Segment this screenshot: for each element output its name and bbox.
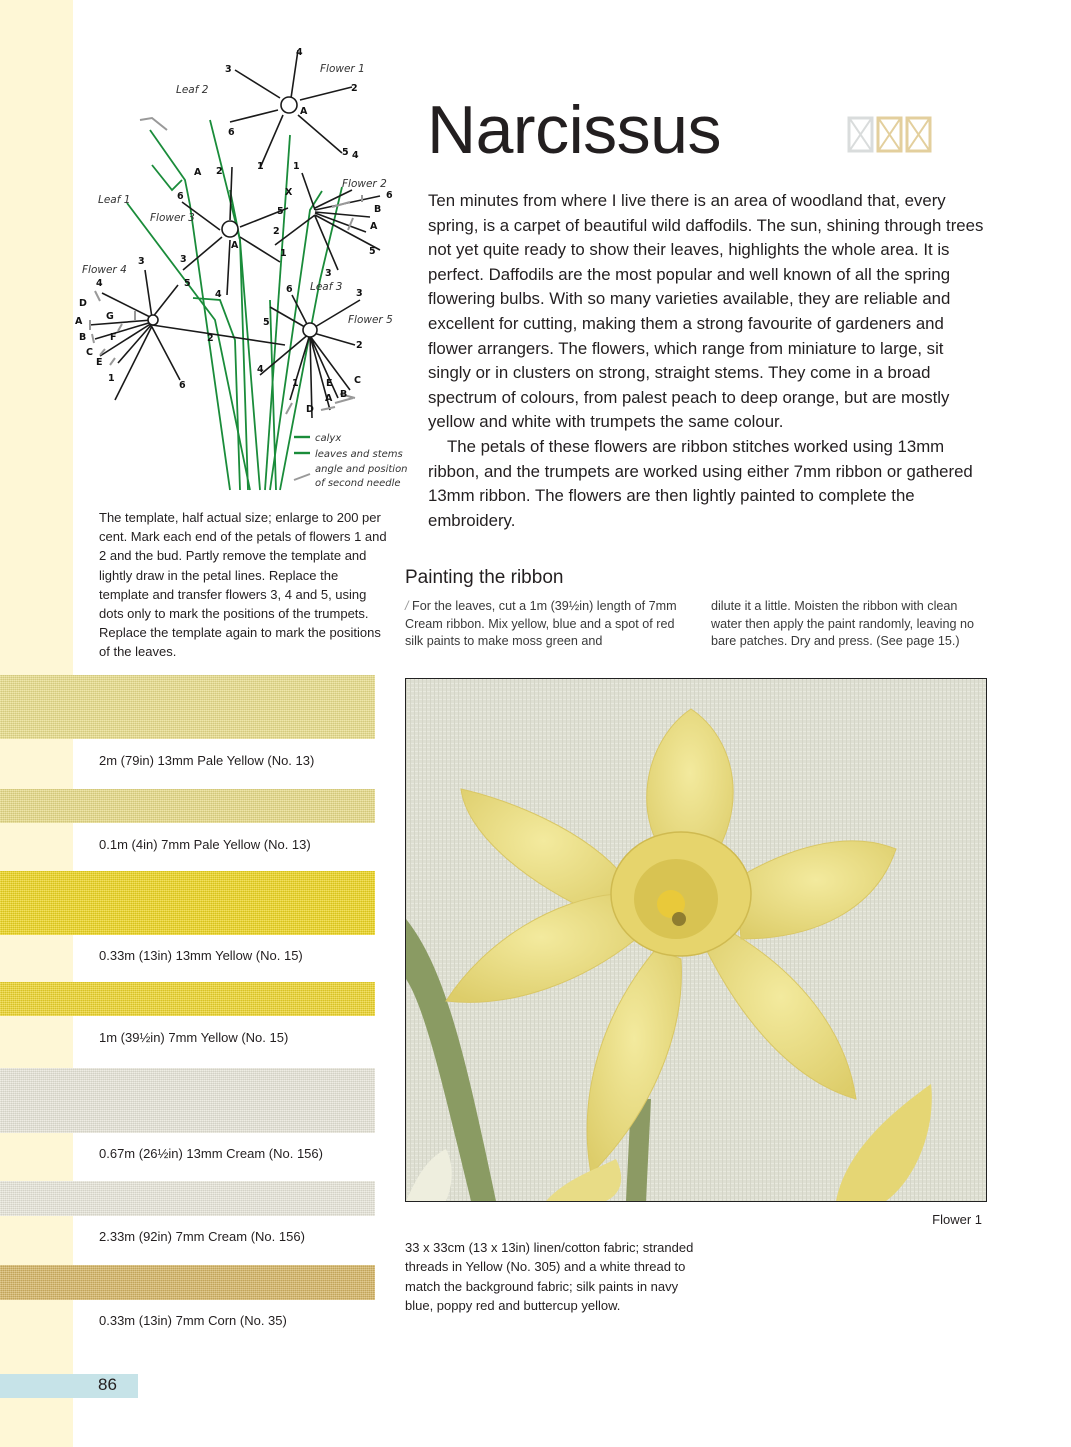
trumpet bbox=[611, 832, 751, 956]
flower-4-label: Flower 4 bbox=[82, 264, 127, 276]
svg-text:6: 6 bbox=[386, 190, 393, 201]
svg-text:2: 2 bbox=[216, 166, 223, 177]
template-diagram-svg bbox=[70, 40, 410, 500]
page-title: Narcissus bbox=[427, 92, 721, 168]
svg-text:6: 6 bbox=[286, 284, 293, 295]
leaf-1-label: Leaf 1 bbox=[98, 194, 131, 206]
page-number: 86 bbox=[98, 1375, 117, 1394]
painting-column-1 bbox=[405, 598, 685, 651]
flower-photo-illustration bbox=[406, 679, 986, 1201]
ribbon-swatch bbox=[0, 789, 375, 823]
needle-marks bbox=[90, 118, 362, 480]
svg-text:5: 5 bbox=[263, 317, 270, 328]
ribbon-label: 2m (79in) 13mm Pale Yellow (No. 13) bbox=[99, 753, 315, 768]
svg-text:2: 2 bbox=[207, 333, 214, 344]
svg-text:2: 2 bbox=[351, 83, 358, 94]
svg-text:C: C bbox=[86, 347, 93, 358]
svg-text:4: 4 bbox=[215, 289, 222, 300]
ribbon-label: 1m (39½in) 7mm Yellow (No. 15) bbox=[99, 1030, 289, 1045]
flower-3-label: Flower 3 bbox=[150, 212, 195, 224]
svg-text:X: X bbox=[285, 187, 293, 198]
svg-text:3: 3 bbox=[138, 256, 145, 267]
svg-text:6: 6 bbox=[177, 191, 184, 202]
template-caption: The template, half actual size; enlarge to 200 per cent. Mark each end of the petals of flowers 1 and 2 and the bud. Partly remove the template and lightly draw in the petal lines. Replace the template and transfer flowers 3, 4 and 5, using dots only to mark the positions of the trumpets. Replace the template again to mark the positions of the leaves. bbox=[99, 510, 387, 660]
svg-text:2: 2 bbox=[356, 340, 363, 351]
ribbon-swatch bbox=[0, 871, 375, 935]
svg-text:B: B bbox=[79, 332, 87, 343]
svg-text:5: 5 bbox=[342, 147, 349, 158]
svg-text:4: 4 bbox=[296, 47, 303, 58]
leaves-and-stems bbox=[127, 120, 342, 490]
flower-4-petals bbox=[89, 270, 285, 400]
svg-text:1: 1 bbox=[257, 161, 264, 172]
svg-text:B: B bbox=[374, 204, 382, 215]
svg-text:1: 1 bbox=[293, 161, 300, 172]
difficulty-box-icon bbox=[905, 116, 932, 153]
legend-lines bbox=[294, 437, 310, 453]
materials-list: 33 x 33cm (13 x 13in) linen/cotton fabric; stranded threads in Yellow (No. 305) and a white thread to match the background fabric; silk paints in navy blue, poppy red and buttercup yellow. bbox=[405, 1240, 694, 1314]
svg-text:4: 4 bbox=[352, 150, 359, 161]
svg-text:D: D bbox=[306, 404, 314, 415]
difficulty-rating bbox=[847, 116, 932, 153]
svg-text:1: 1 bbox=[108, 373, 115, 384]
ribbon-label: 0.33m (13in) 7mm Corn (No. 35) bbox=[99, 1313, 287, 1328]
svg-text:F: F bbox=[110, 332, 117, 343]
svg-text:E: E bbox=[326, 378, 333, 389]
leaf-2-label: Leaf 2 bbox=[176, 84, 209, 96]
flower-4-trumpet bbox=[148, 315, 158, 325]
difficulty-box-icon bbox=[876, 116, 903, 153]
flower-5-trumpet bbox=[303, 323, 317, 337]
svg-text:A: A bbox=[370, 221, 378, 232]
legend-calyx: calyx bbox=[315, 433, 342, 444]
svg-text:3: 3 bbox=[325, 268, 332, 279]
svg-text:5: 5 bbox=[184, 278, 191, 289]
svg-text:4: 4 bbox=[257, 364, 264, 375]
svg-text:A: A bbox=[194, 167, 202, 178]
svg-text:1: 1 bbox=[280, 248, 287, 259]
svg-text:A: A bbox=[75, 316, 83, 327]
svg-text:B: B bbox=[340, 389, 348, 400]
flower-3-trumpet bbox=[222, 221, 238, 237]
difficulty-box-icon bbox=[847, 116, 874, 153]
svg-text:2: 2 bbox=[273, 226, 280, 237]
svg-text:3: 3 bbox=[180, 254, 187, 265]
flower-1-trumpet bbox=[281, 97, 297, 113]
flower-1-label: Flower 1 bbox=[320, 63, 365, 75]
svg-text:4: 4 bbox=[96, 278, 103, 289]
template-diagram bbox=[70, 40, 410, 500]
svg-text:3: 3 bbox=[225, 64, 232, 75]
photo-caption: Flower 1 bbox=[932, 1212, 982, 1227]
flower-photo bbox=[405, 678, 987, 1202]
intro-paragraph: Ten minutes from where I live there is an area of woodland that, every spring, is a carpet of beautiful wild daffodils. The sun, shining through trees not yet quite ready to show their leaves, highlights the whole area. It is perfect. Daffodils are the most popular and well known of all the spring flowering bulbs. With so many varieties available, they are reliable and excellent for cutting, making them a strong favourite of gardeners and flower arrangers. The flowers, which range from miniature to large, sit singly or in clusters on strong, straight stems. They come in a broad spectrum of colours, from palest peach to deep orange, but are mostly yellow and white with trumpets the same colour. bbox=[428, 191, 984, 432]
legend-leaves-stems: leaves and stems bbox=[315, 449, 403, 460]
intro-paragraph: The petals of these flowers are ribbon stitches worked using 13mm ribbon, and the trumpets are worked using either 7mm ribbon or gathered 13mm ribbon. The flowers are then lightly painted to complete the embroidery. bbox=[428, 436, 973, 530]
svg-text:5: 5 bbox=[277, 206, 284, 217]
svg-text:6: 6 bbox=[179, 380, 186, 391]
bud-needle-mark bbox=[140, 118, 167, 130]
legend-needle-2: of second needle bbox=[315, 478, 401, 489]
svg-text:3: 3 bbox=[356, 288, 363, 299]
svg-text:6: 6 bbox=[228, 127, 235, 138]
flower-5-label: Flower 5 bbox=[348, 314, 393, 326]
svg-text:A: A bbox=[300, 106, 308, 117]
svg-text:C: C bbox=[354, 375, 361, 386]
ribbon-label: 2.33m (92in) 7mm Cream (No. 156) bbox=[99, 1229, 305, 1244]
painting-heading: Painting the ribbon bbox=[405, 567, 564, 588]
svg-text:A: A bbox=[231, 240, 239, 251]
painting-text-1: For the leaves, cut a 1m (39½in) length of 7mm Cream ribbon. Mix yellow, blue and a spot of red silk paints to make moss green and bbox=[405, 599, 677, 648]
ribbon-label: 0.33m (13in) 13mm Yellow (No. 15) bbox=[99, 948, 303, 963]
leaf-3-label: Leaf 3 bbox=[310, 281, 343, 293]
ribbon-swatch bbox=[0, 1068, 375, 1133]
ribbon-swatch bbox=[0, 675, 375, 739]
ribbon-label: 0.67m (26½in) 13mm Cream (No. 156) bbox=[99, 1146, 323, 1161]
flower-2-label: Flower 2 bbox=[342, 178, 387, 190]
ribbon-label: 0.1m (4in) 7mm Pale Yellow (No. 13) bbox=[99, 837, 311, 852]
svg-text:1: 1 bbox=[292, 378, 299, 389]
legend-needle: angle and position bbox=[315, 464, 408, 475]
flower-4-needle-marks bbox=[90, 291, 135, 365]
ribbon-swatch bbox=[0, 1181, 375, 1216]
svg-text:G: G bbox=[106, 311, 114, 322]
ribbon-swatch bbox=[0, 1265, 375, 1300]
leaf-1-upper-line bbox=[150, 130, 230, 490]
painting-column-2: dilute it a little. Moisten the ribbon with clean water then apply the paint randomly, leaving no bare patches. Dry and press. (See page 15.) bbox=[711, 599, 974, 648]
intro-text bbox=[428, 189, 984, 533]
page-number-band bbox=[0, 1374, 138, 1398]
ribbon-swatch bbox=[0, 982, 375, 1016]
step-marker: / bbox=[405, 599, 409, 613]
svg-text:E: E bbox=[96, 357, 103, 368]
svg-text:A: A bbox=[325, 393, 333, 404]
svg-text:5: 5 bbox=[369, 246, 376, 257]
legend-needle-mark bbox=[294, 474, 310, 480]
svg-text:D: D bbox=[79, 298, 87, 309]
